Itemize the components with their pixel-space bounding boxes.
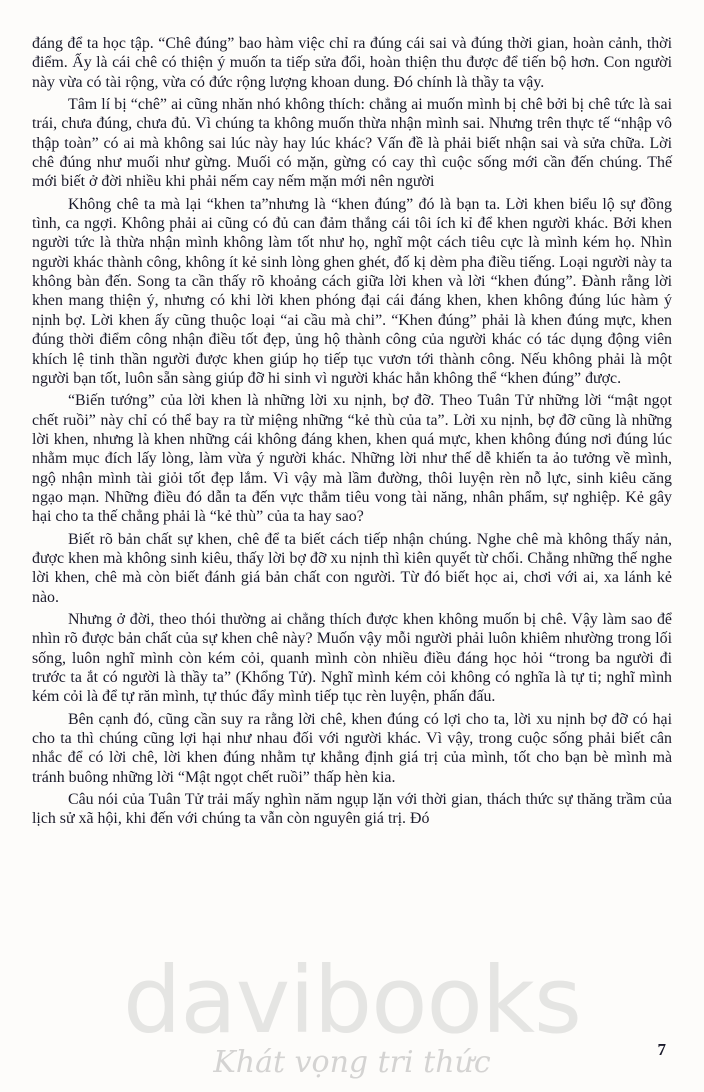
paragraph: Bên cạnh đó, cũng cần suy ra rằng lời chê, khen đúng có lợi cho ta, lời xu nịnh bợ đỡ có hại cho ta thì chúng cũng lợi hại như nhau đối với người khác. Vì vậy, trong cuộc sống phải biết cân nhắc để có lời chê, lời khen đúng nhằm tự khẳng định giá trị của mình, tốt cho bạn bè mình mà tránh buông những lời “Mật ngọt chết ruồi” thấp hèn kia.	[32, 710, 672, 786]
paragraph: “Biến tướng” của lời khen là những lời xu nịnh, bợ đỡ. Theo Tuân Tử những lời “mật ngọt chết ruồi” này chỉ có thể bay ra từ miệng những “kẻ thù của ta”. Lời xu nịnh, bợ đỡ cũng là những lời khen, nhưng là khen những cái không đáng khen, khen quá mực, khen không đúng nơi đúng lúc nhằm mục đích lấy lòng, làm vừa ý người khác. Những lời như thế dễ khiến ta ảo tưởng về mình, ngộ nhận mình tài giỏi tốt đẹp lắm. Vì vậy mà lầm đường, thôi luyện rèn nỗ lực, sinh kiêu căng ngạo mạn. Những điều đó dẫn ta đến vực thẳm tiêu vong tài năng, nhân phẩm, sự nghiệp. Kẻ gây hại cho ta thế chẳng phải là “kẻ thù” của ta hay sao?	[32, 392, 672, 526]
paragraph: đáng để ta học tập. “Chê đúng” bao hàm việc chỉ ra đúng cái sai và đúng thời gian, hoàn cảnh, thời điểm. Ấy là cái chê có thiện ý muốn ta tiếp sửa đổi, hoàn thiện thu được để tiến bộ hơn. Con người này vừa có tài rộng, vừa có đức rộng lượng khoan dung. Đó chính là thầy ta vậy.	[32, 35, 672, 91]
watermark-brand: davibooks	[123, 947, 581, 1054]
paragraph: Không chê ta mà lại “khen ta”nhưng là “khen đúng” đó là bạn ta. Lời khen biểu lộ sự đồng tình, ca ngợi. Không phải ai cũng có đủ can đảm thắng cái tôi ích kỉ để khen người khác. Bởi khen người tức là thừa nhận mình không làm tốt như họ, nghĩ một cách tiêu cực là mình kém họ. Nhìn người khác thành công, không ít kẻ sinh lòng ghen ghét, đố kị dèm pha điều tiếng. Loại người này ta không bàn đến. Song ta cần thấy rõ khoảng cách giữa lời khen và lời “khen đúng”. Đành rằng lời khen mang thiện ý, nhưng có khi lời khen phóng đại cái đáng khen, khen không đúng lúc hàm ý nịnh bợ. Lời khen ấy cũng thuộc loại “ai cầu mà chi”. “Khen đúng” phải là khen đúng mực, khen đúng thời điểm công nhận điều tốt đẹp, ủng hộ thành công của người khác có tác dụng động viên khích lệ tinh thần người được khen giúp họ tiếp tục vươn tới thành công. Nếu không phải là một người bạn tốt, luôn sẵn sàng giúp đỡ hi sinh vì người khác hẳn không thể “khen đúng” được.	[32, 195, 672, 387]
paragraph: Câu nói của Tuân Tử trải mấy nghìn năm ngụp lặn với thời gian, thách thức sự thăng trầm của lịch sử xã hội, khi đến với chúng ta vẫn còn nguyên giá trị. Đó	[32, 791, 672, 828]
paragraph: Tâm lí bị “chê” ai cũng nhăn nhó không thích: chẳng ai muốn mình bị chê bởi bị chê tức là sai trái, chưa đúng, chưa đủ. Vì chúng ta không muốn thừa nhận mình sai. Nhưng trên thực tế “nhập vô thập toàn” có ai mà không sai lúc này hay lúc khác? Vấn đề là phải biết nhận sai và sửa chữa. Lời chê đúng như muối như gừng. Muối có mặn, gừng có cay thì cuộc sống mới cần đến chúng. Thế mới biết ở đời nhiều khi phải nếm cay nếm mặn mới nên người	[32, 96, 672, 191]
watermark-slogan: Khát vọng tri thức	[213, 1045, 491, 1080]
page-body	[32, 34, 672, 832]
page-number: 7	[657, 1040, 666, 1059]
paragraph: Biết rõ bản chất sự khen, chê để ta biết cách tiếp nhận chúng. Nghe chê mà không thấy nản, được khen mà không sinh kiêu, thấy lời bợ đỡ xu nịnh thì kiên quyết từ chối. Chẳng những thế nghe lời khen, chê mà còn biết đánh giá bản chất con người. Từ đó biết học ai, chơi với ai, xa lánh kẻ nào.	[32, 530, 672, 606]
paragraph: Nhưng ở đời, theo thói thường ai chẳng thích được khen không muốn bị chê. Vậy làm sao để nhìn rõ được bản chất của sự khen chê này? Muốn vậy mỗi người phải luôn khiêm nhường trong lối sống, luôn nghĩ mình còn kém cỏi, quanh mình còn nhiều điều đáng học hỏi “trong ba người đi trước ta ắt có người là thầy ta” (Khổng Tử). Nghĩ mình kém cỏi không có nghĩa là tự ti; nghĩ mình kém cỏi là để tự răn mình, tự thúc đẩy mình tiếp tục rèn luyện, phấn đấu.	[32, 610, 672, 706]
